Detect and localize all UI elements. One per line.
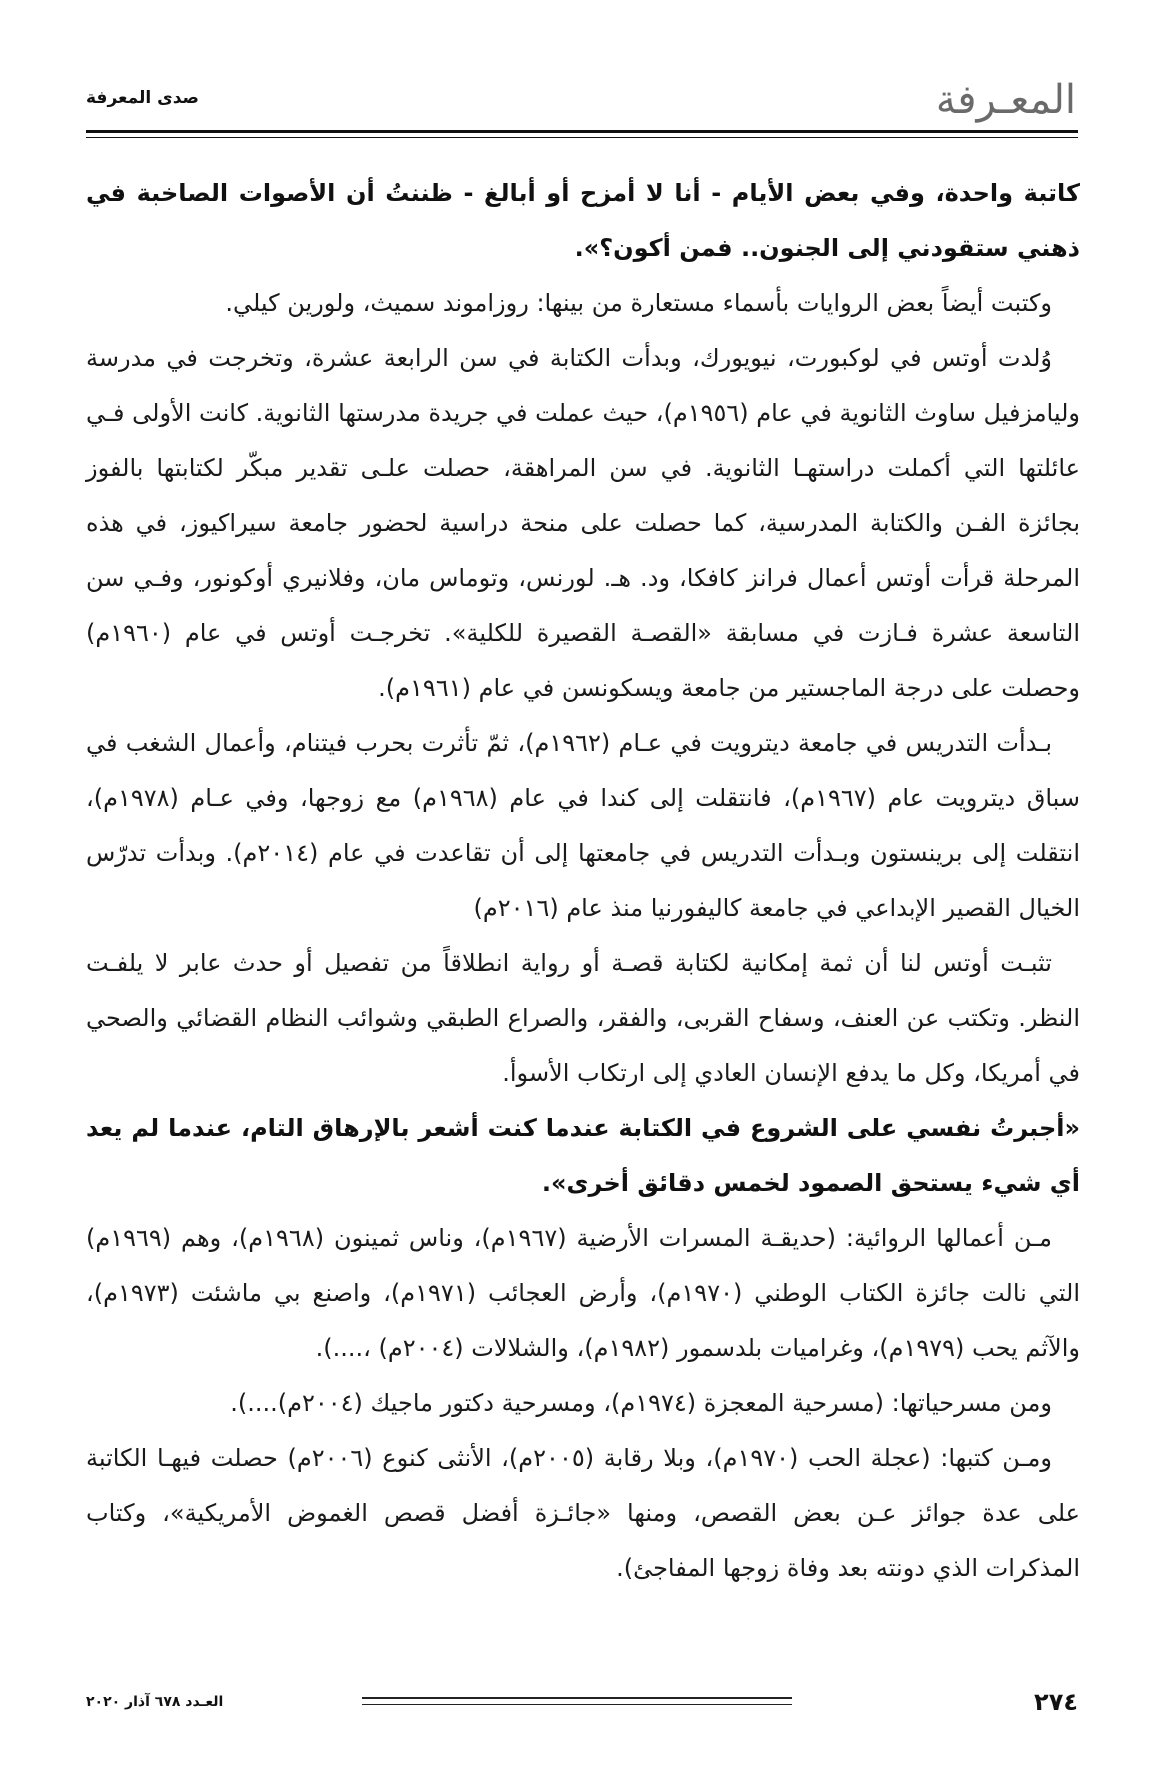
- page-number: ٢٧٤: [1034, 1688, 1078, 1716]
- body-paragraph: ومـن كتبها: (عجلة الحب (١٩٧٠م)، وبلا رقابة (٢٠٠٥م)، الأنثى كنوع (٢٠٠٦م) حصلت فيهـا الكاتبة على عدة جوائز عـن بعض القصص، ومنها «جائـزة أفضل قصص الغموض الأمريكية»، وكتاب المذكرات الذي دونته بعد وفاة زوجها المفاجئ).: [86, 1444, 1080, 1582]
- body-paragraph: وُلدت أوتس في لوكبورت، نيويورك، وبدأت الكتابة في سن الرابعة عشرة، وتخرجت في مدرسة وليامزفيل ساوث الثانوية في عام (١٩٥٦م)، حيث عملت في جريدة مدرستها الثانوية. كانت الأولى فـي عائلتها التي أكملت دراستهـا الثانوية. في سن المراهقة، حصلت علـى تقدير مبكّر لكتابتها بالفوز بجائزة الفـن والكتابة المدرسية، كما حصلت على منحة دراسية لحضور جامعة سيراكيوز، في هذه المرحلة قرأت أوتس أعمال فرانز كافكا، ود. هـ. لورنس، وتوماس مان، وفلانيري أوكونور، وفـي سن التاسعة عشرة فـازت في مسابقة «القصـة القصيرة للكلية». تخرجـت أوتس في عام (١٩٦٠م) وحصلت على درجة الماجستير من جامعة ويسكونسن في عام (١٩٦١م).: [86, 344, 1081, 702]
- body-paragraph: تثبـت أوتس لنا أن ثمة إمكانية لكتابة قصـة أو رواية انطلاقاً من تفصيل أو حدث عابر لا يلفـت النظر. وتكتب عن العنف، وسفاح القربى، والفقر، والصراع الطبقي وشوائب النظام القضائي والصحي في أمريكا، وكل ما يدفع الإنسان العادي إلى ارتكاب الأسوأ.: [86, 949, 1080, 1087]
- issue-info: العـدد ٦٧٨ آذار ٢٠٢٠: [86, 1694, 224, 1710]
- quote-paragraph: «أجبرتُ نفسي على الشروع في الكتابة عندما كنت أشعر بالإرهاق التام، عندما لم يعد أي شيء يستحق الصمود لخمس دقائق أخرى».: [86, 1114, 1080, 1197]
- section-title: صدى المعرفة: [86, 88, 199, 108]
- footer-rule-thin: [362, 1704, 792, 1705]
- footer-rule-thick: [362, 1697, 792, 1699]
- page-header: [86, 78, 1076, 130]
- quote-paragraph: كاتبة واحدة، وفي بعض الأيام - أنا لا أمزح أو أبالغ - ظننتُ أن الأصوات الصاخبة في ذهني ستقودني إلى الجنون.. فمن أكون؟».: [86, 179, 1080, 262]
- body-paragraph: مـن أعمالها الروائية: (حديقـة المسرات الأرضية (١٩٦٧م)، وناس ثمينون (١٩٦٨م)، وهم (١٩٦٩م) التي نالت جائزة الكتاب الوطني (١٩٧٠م)، وأرض العجائب (١٩٧١م)، واصنع بي ماشئت (١٩٧٣م)، والآثم يحب (١٩٧٩م)، وغراميات بلدسمور (١٩٨٢م)، والشلالات (٢٠٠٤م) ،....).: [86, 1224, 1080, 1362]
- page-footer: [86, 1688, 1078, 1724]
- magazine-logo: المعـرفة: [935, 77, 1076, 123]
- article-body: [86, 166, 1080, 1596]
- body-paragraph: وكتبت أيضاً بعض الروايات بأسماء مستعارة من بينها: روزاموند سميث، ولورين كيلي.: [225, 289, 1052, 317]
- header-rule-thick: [86, 130, 1078, 133]
- body-paragraph: ومن مسرحياتها: (مسرحية المعجزة (١٩٧٤م)، ومسرحية دكتور ماجيك (٢٠٠٤م)....).: [230, 1389, 1052, 1417]
- header-rule-thin: [86, 137, 1078, 138]
- body-paragraph: بـدأت التدريس في جامعة ديترويت في عـام (١٩٦٢م)، ثمّ تأثرت بحرب فيتنام، وأعمال الشغب في سباق ديترويت عام (١٩٦٧م)، فانتقلت إلى كندا في عام (١٩٦٨م) مع زوجها، وفي عـام (١٩٧٨م)، انتقلت إلى برينستون وبـدأت التدريس في جامعتها إلى أن تقاعدت في عام (٢٠١٤م). وبدأت تدرّس الخيال القصير الإبداعي في جامعة كاليفورنيا منذ عام (٢٠١٦م): [86, 729, 1080, 922]
